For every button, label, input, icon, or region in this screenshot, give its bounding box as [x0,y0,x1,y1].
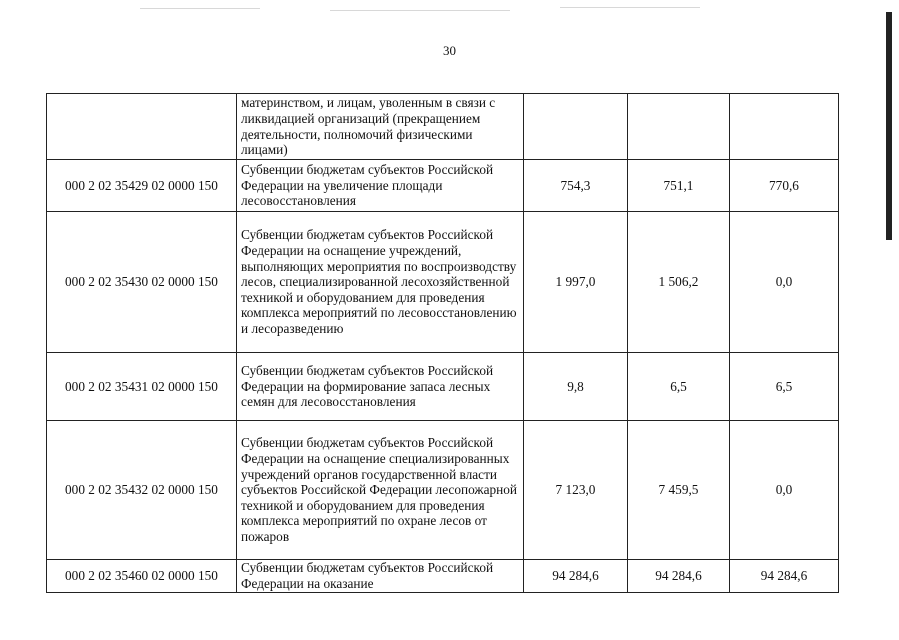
scan-speck [330,10,510,11]
row-description-text: Субвенции бюджетам субъектов Российской Федерации на формирование запаса лесных семян для лесовосстановления [241,363,494,410]
row-value-2: 94 284,6 [628,560,730,593]
row-value-3: 0,0 [730,212,839,353]
row-description-text: Субвенции бюджетам субъектов Российской Федерации на оснащение специализированных учреждений органов государственной власти субъектов Российской Федерации лесопожарной техникой и оборудованием для проведения комплекса мероприятий по охране лесов от пожаров [241,435,518,544]
row-description [237,212,524,353]
row-description [237,353,524,421]
table-row [47,353,839,421]
table-row [47,94,839,160]
scan-speck [140,8,260,9]
page-number: 30 [443,43,456,58]
table-row [47,212,839,353]
row-value-3: 0,0 [730,421,839,560]
row-value-2: 751,1 [628,160,730,212]
row-code: 000 2 02 35430 02 0000 150 [47,212,237,353]
row-value-1: 1 997,0 [524,212,628,353]
row-value-2: 6,5 [628,353,730,421]
row-description-text: Субвенции бюджетам субъектов Российской Федерации на оказание [241,560,494,591]
row-code: 000 2 02 35431 02 0000 150 [47,353,237,421]
row-description [237,421,524,560]
scan-speck [560,7,700,8]
row-value-1: 94 284,6 [524,560,628,593]
row-code [47,94,237,160]
row-value-1 [524,94,628,160]
row-value-2 [628,94,730,160]
row-value-2: 7 459,5 [628,421,730,560]
budget-table [46,93,839,593]
row-code: 000 2 02 35432 02 0000 150 [47,421,237,560]
row-code: 000 2 02 35460 02 0000 150 [47,560,237,593]
table-row [47,421,839,560]
row-value-3: 6,5 [730,353,839,421]
row-value-3: 770,6 [730,160,839,212]
table-row [47,560,839,593]
table-row [47,160,839,212]
row-value-3 [730,94,839,160]
row-value-3: 94 284,6 [730,560,839,593]
row-code: 000 2 02 35429 02 0000 150 [47,160,237,212]
row-description [237,560,524,593]
row-description-text: материнством, и лицам, уволенным в связи с ликвидацией организаций (прекращением деятельности, полномочий физическими лицами) [241,95,496,158]
row-description-text: Субвенции бюджетам субъектов Российской Федерации на оснащение учреждений, выполняющих мероприятия по воспроизводству лесов, специализированной лесохозяйственной техникой и оборудованием для проведения комплекса мероприятий по лесовосстановлению и лесоразведению [241,227,517,336]
row-value-1: 754,3 [524,160,628,212]
row-description-text: Субвенции бюджетам субъектов Российской Федерации на увеличение площади лесовосстановления [241,162,494,209]
row-value-1: 9,8 [524,353,628,421]
row-value-2: 1 506,2 [628,212,730,353]
row-value-1: 7 123,0 [524,421,628,560]
row-description [237,160,524,212]
row-description [237,94,524,160]
